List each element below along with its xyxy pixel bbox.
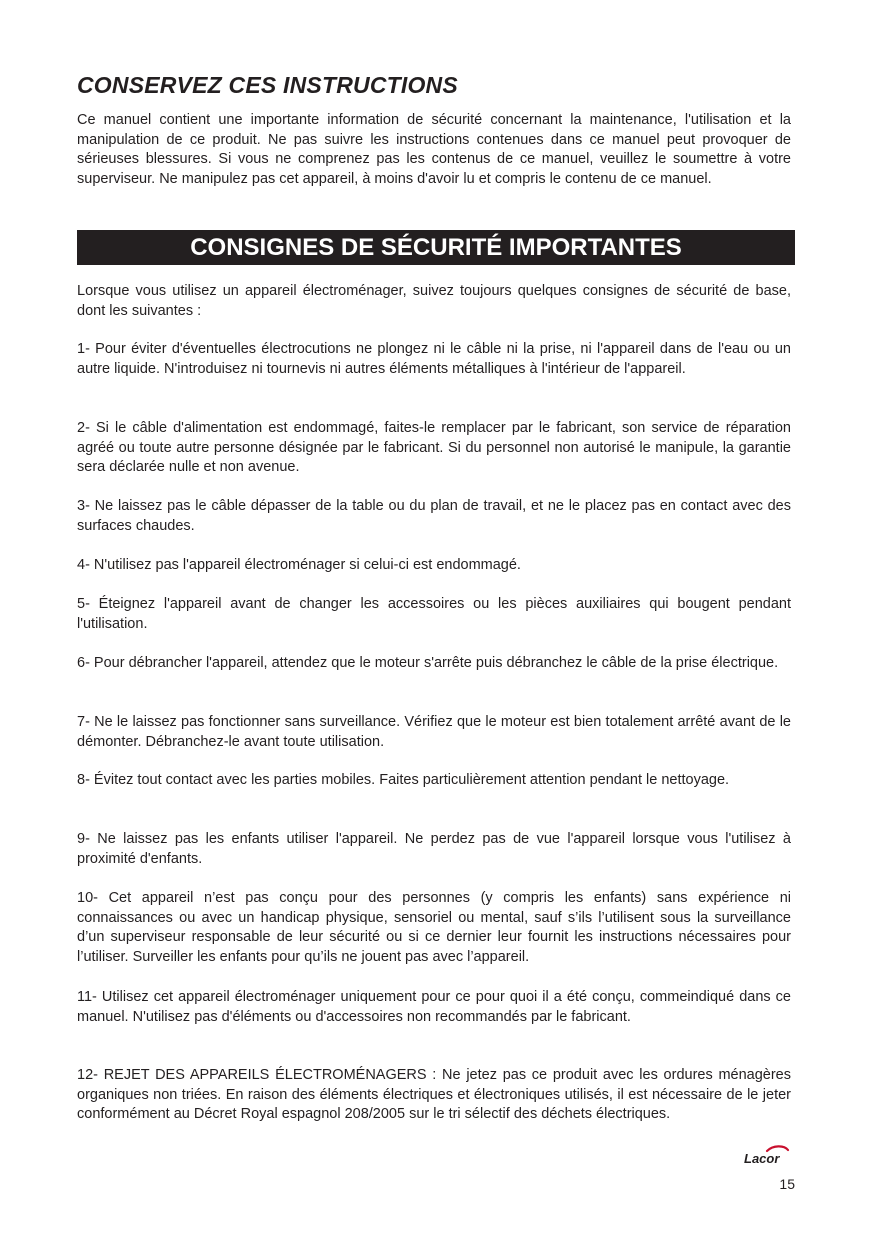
safety-item-9: 9- Ne laissez pas les enfants utiliser l'appareil. Ne perdez pas de vue l'appareil lorsque vous l'utilisez à proximité d'enfants. — [77, 831, 791, 867]
section-banner: CONSIGNES DE SÉCURITÉ IMPORTANTES — [77, 230, 795, 265]
section-lead: Lorsque vous utilisez un appareil électroménager, suivez toujours quelques consignes de sécurité de base, dont les suivantes : — [77, 283, 791, 319]
safety-item-8: 8- Évitez tout contact avec les parties mobiles. Faites particulièrement attention pendant le nettoyage. — [77, 772, 730, 788]
intro-paragraph: Ce manuel contient une importante information de sécurité concernant la maintenance, l'utilisation et la manipulation de ce produit. Ne pas suivre les instructions contenues dans ce manuel peut provoquer de sérieuses blessures. Si vous ne comprenez pas les contenus de ce manuel, veuillez le soumettre à votre superviseur. Ne manipulez pas cet appareil, à moins d'avoir lu et compris le contenu de ce manuel. — [77, 112, 791, 187]
safety-item-4: 4- N'utilisez pas l'appareil électroménager si celui-ci est endommagé. — [77, 557, 521, 573]
logo-wordmark: Lacor — [744, 1151, 780, 1166]
safety-item-1: 1- Pour éviter d'éventuelles électrocutions ne plongez ni le câble ni la prise, ni l'appareil dans de l'eau ou un autre liquide. N'introduisez ni tournevis ni autres éléments métalliques à l'intérieur de l'appareil. — [77, 341, 791, 377]
page-title: CONSERVEZ CES INSTRUCTIONS — [77, 72, 458, 98]
safety-item-2: 2- Si le câble d'alimentation est endommagé, faites-le remplacer par le fabricant, son service de réparation agréé ou toute autre personne désignée par le fabricant. Si du personnel non autorisé le manipule, la garantie sera déclarée nulle et non avenue. — [77, 420, 791, 476]
safety-item-11: 11- Utilisez cet appareil électroménager uniquement pour ce pour quoi il a été conçu, commeindiqué dans ce manuel. N'utilisez pas d'éléments ou d'accessoires non recommandés par le fabricant. — [77, 989, 791, 1025]
safety-item-12: 12- REJET DES APPAREILS ÉLECTROMÉNAGERS : Ne jetez pas ce produit avec les ordures ménagères organiques non triées. En raison des éléments électriques et électroniques utilisés, il est nécessaire de le jeter conformément au Décret Royal espagnol 208/2005 sur le tri sélectif des déchets électriques. — [77, 1067, 791, 1123]
safety-item-7: 7- Ne le laissez pas fonctionner sans surveillance. Vérifiez que le moteur est bien totalement arrêté avant de le démonter. Débranchez-le avant toute utilisation. — [77, 714, 791, 750]
lacor-logo — [743, 1144, 795, 1166]
page-number: 15 — [779, 1176, 795, 1192]
safety-item-6: 6- Pour débrancher l'appareil, attendez que le moteur s'arrête puis débranchez le câble de la prise électrique. — [77, 655, 779, 671]
safety-item-10: 10- Cet appareil n’est pas conçu pour des personnes (y compris les enfants) sans expérience ni connaissances ou avec un handicap physique, sensoriel ou mental, sauf s’ils l’utilisent sous la surveillance d’un superviseur responsable de leur sécurité ou si ce dernier leur fournit les instructions nécessaires pour l’utiliser. Surveiller les enfants pour qu’ils ne jouent pas avec l’appareil. — [77, 890, 791, 965]
safety-item-5: 5- Éteignez l'appareil avant de changer les accessoires ou les pièces auxiliaires qui bougent pendant l'utilisation. — [77, 596, 791, 632]
safety-item-3: 3- Ne laissez pas le câble dépasser de la table ou du plan de travail, et ne le placez pas en contact avec des surfaces chaudes. — [77, 498, 791, 534]
